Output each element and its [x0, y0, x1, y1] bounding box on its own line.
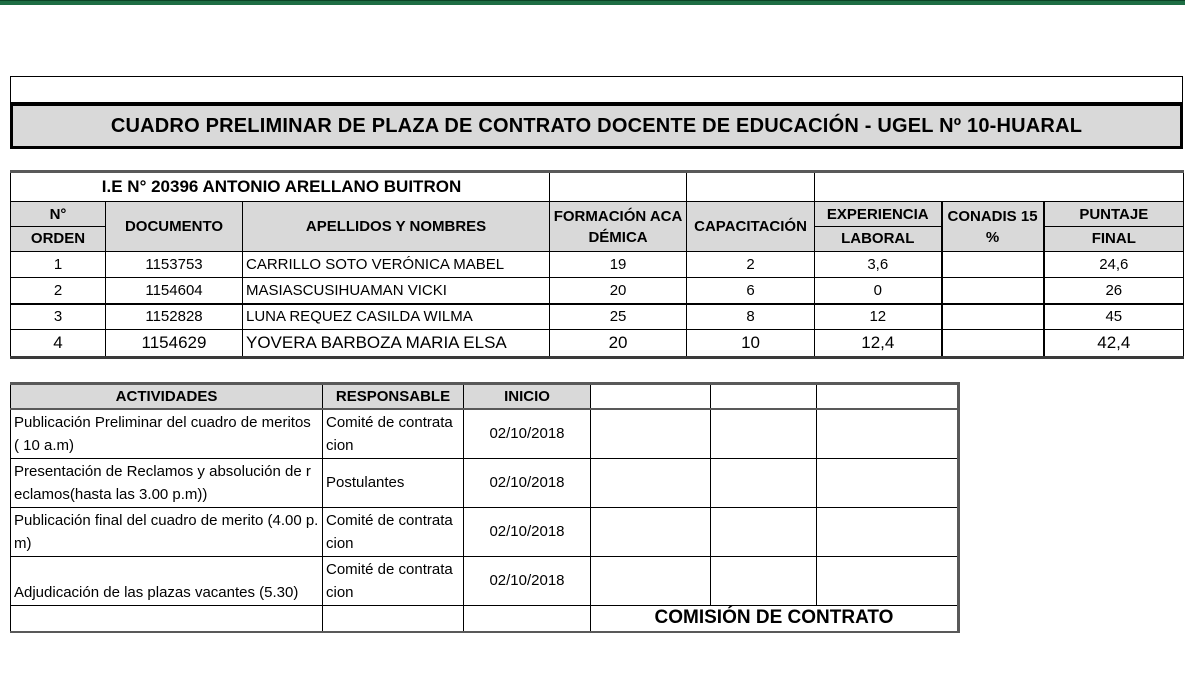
cell-actividad: Publicación Preliminar del cuadro de meritos ( 10 a.m): [11, 409, 323, 459]
page-content: [10, 76, 1183, 633]
cell-experiencia: 12,4: [815, 330, 942, 358]
cell-responsable: Postulantes: [323, 458, 464, 507]
cell-formacion: 20: [550, 330, 687, 358]
cell-actividad: Presentación de Reclamos y absolución de reclamos(hasta las 3.00 p.m)): [11, 458, 323, 507]
commission-label: COMISIÓN DE CONTRATO: [591, 605, 959, 632]
cell-puntaje: 26: [1044, 278, 1184, 304]
cell-documento: 1154604: [106, 278, 243, 304]
institution-empty-cell: [815, 172, 1184, 202]
cell-responsable: Comité de contratacion: [323, 556, 464, 605]
col-header-actividades: ACTIVIDADES: [11, 384, 323, 409]
cell-nombres: YOVERA BARBOZA MARIA ELSA: [243, 330, 550, 358]
cell-empty: [591, 458, 711, 507]
merit-row-4: [11, 330, 1184, 358]
cell-empty: [464, 605, 591, 632]
cell-conadis: [942, 304, 1044, 330]
schedule-header-row: [11, 384, 959, 409]
empty-spacer-row: [10, 76, 1183, 103]
col-header-puntaje: [1044, 202, 1184, 252]
cell-orden: 1: [11, 252, 106, 278]
cell-empty: [711, 409, 817, 459]
cell-documento: 1153753: [106, 252, 243, 278]
col-header-responsable: RESPONSABLE: [323, 384, 464, 409]
cell-capacitacion: 10: [687, 330, 815, 358]
col-header-experiencia-bottom: LABORAL: [841, 230, 915, 247]
col-header-orden: [11, 202, 106, 252]
institution-empty-cell: [687, 172, 815, 202]
schedule-table: [10, 382, 960, 633]
cell-empty: [711, 507, 817, 556]
col-header-puntaje-bottom: FINAL: [1091, 230, 1136, 247]
cell-inicio: 02/10/2018: [464, 409, 591, 459]
document-title-bar: [10, 103, 1183, 149]
cell-experiencia: 12: [815, 304, 942, 330]
institution-row: [11, 172, 1184, 202]
cell-empty: [817, 409, 959, 459]
merit-header-row: [11, 202, 1184, 252]
cell-formacion: 25: [550, 304, 687, 330]
cell-puntaje: 42,4: [1044, 330, 1184, 358]
cell-empty: [817, 458, 959, 507]
col-header-empty: [591, 384, 711, 409]
top-green-bar: [0, 0, 1185, 5]
cell-capacitacion: 8: [687, 304, 815, 330]
cell-capacitacion: 6: [687, 278, 815, 304]
schedule-row-1: [11, 409, 959, 459]
cell-nombres: LUNA REQUEZ CASILDA WILMA: [243, 304, 550, 330]
cell-capacitacion: 2: [687, 252, 815, 278]
cell-puntaje: 24,6: [1044, 252, 1184, 278]
cell-puntaje: 45: [1044, 304, 1184, 330]
cell-inicio: 02/10/2018: [464, 458, 591, 507]
merit-row-2: [11, 278, 1184, 304]
cell-nombres: CARRILLO SOTO VERÓNICA MABEL: [243, 252, 550, 278]
col-header-documento: DOCUMENTO: [106, 202, 243, 252]
schedule-row-3: [11, 507, 959, 556]
col-header-orden-bottom: ORDEN: [30, 230, 86, 247]
cell-empty: [323, 605, 464, 632]
cell-inicio: 02/10/2018: [464, 556, 591, 605]
institution-empty-cell: [550, 172, 687, 202]
cell-conadis: [942, 278, 1044, 304]
col-header-inicio: INICIO: [464, 384, 591, 409]
col-header-experiencia: [815, 202, 942, 252]
col-header-puntaje-top: PUNTAJE: [1045, 202, 1184, 227]
cell-empty: [591, 507, 711, 556]
cell-inicio: 02/10/2018: [464, 507, 591, 556]
cell-orden: 4: [11, 330, 106, 358]
cell-actividad: Publicación final del cuadro de merito (4.00 p.m): [11, 507, 323, 556]
cell-documento: 1154629: [106, 330, 243, 358]
cell-empty: [711, 556, 817, 605]
merit-row-3: [11, 304, 1184, 330]
cell-formacion: 19: [550, 252, 687, 278]
institution-name: I.E N° 20396 ANTONIO ARELLANO BUITRON: [11, 172, 550, 202]
cell-orden: 2: [11, 278, 106, 304]
merit-row-1: [11, 252, 1184, 278]
col-header-orden-top: N°: [11, 202, 105, 227]
col-header-empty: [711, 384, 817, 409]
col-header-formacion: FORMACIÓN ACADÉMICA: [550, 202, 687, 252]
cell-responsable: Comité de contratacion: [323, 507, 464, 556]
col-header-experiencia-top: EXPERIENCIA: [815, 202, 941, 227]
cell-empty: [817, 507, 959, 556]
schedule-row-2: [11, 458, 959, 507]
col-header-capacitacion: CAPACITACIÓN: [687, 202, 815, 252]
cell-orden: 3: [11, 304, 106, 330]
cell-empty: [591, 409, 711, 459]
cell-documento: 1152828: [106, 304, 243, 330]
cell-nombres: MASIASCUSIHUAMAN VICKI: [243, 278, 550, 304]
merit-table: [10, 170, 1184, 359]
schedule-footer-row: [11, 605, 959, 632]
cell-experiencia: 0: [815, 278, 942, 304]
col-header-conadis: CONADIS 15 %: [942, 202, 1044, 252]
cell-conadis: [942, 330, 1044, 358]
cell-empty: [591, 556, 711, 605]
cell-responsable: Comité de contratacion: [323, 409, 464, 459]
cell-experiencia: 3,6: [815, 252, 942, 278]
cell-empty: [11, 605, 323, 632]
cell-empty: [817, 556, 959, 605]
col-header-apellidos: APELLIDOS Y NOMBRES: [243, 202, 550, 252]
schedule-row-4: [11, 556, 959, 605]
col-header-empty: [817, 384, 959, 409]
cell-empty: [711, 458, 817, 507]
cell-conadis: [942, 252, 1044, 278]
cell-formacion: 20: [550, 278, 687, 304]
document-title: CUADRO PRELIMINAR DE PLAZA DE CONTRATO DOCENTE DE EDUCACIÓN - UGEL Nº 10-HUARAL: [110, 114, 1083, 137]
cell-actividad: Adjudicación de las plazas vacantes (5.30): [11, 556, 323, 605]
